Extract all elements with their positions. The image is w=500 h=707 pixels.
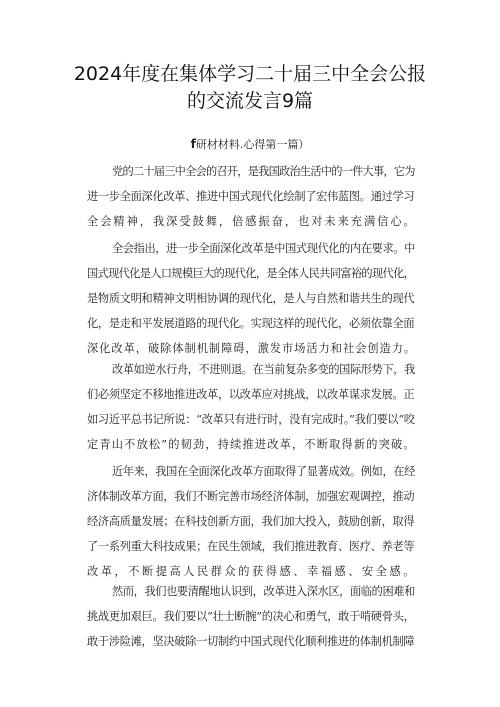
paragraph-line: 了一系列重大科技成果；在民生领域，我们推进教育、医疗、养老等 [87,540,415,553]
paragraph-line: 敢于涉险滩，坚决破除一切制约中国式现代化顺利推进的体制机制障 [87,635,415,648]
paragraph-line: 进一步全面深化改革、推进中国式现代化绘制了宏伟蓝图。通过学习 [87,190,415,203]
paragraph-line: 们必须坚定不移地推进改革，以改革应对挑战，以改革谋求发展。正 [87,388,415,401]
paragraph-line: 是物质文明和精神文明相协调的现代化，是人与自然和谐共生的现代 [87,292,415,305]
paragraph-line: 改革如逆水行舟，不进则退。在当前复杂多变的国际形势下，我 [112,363,415,376]
subtitle-mark: f [190,137,196,151]
paragraph-line: 党的二十届三中全会的召开，是我国政治生活中的一件大事，它为 [112,165,415,178]
paragraph-line: 化，是走和平发展道路的现代化。实现这样的现代化，必须依靠全面 [87,317,415,330]
document-subtitle [60,136,440,153]
paragraph-line: 全会指出，进一步全面深化改革是中国式现代化的内在要求。中 [112,242,415,255]
paragraph-line: 改革，不断提高人民群众的获得感、幸福感、安全感。 [87,565,418,578]
paragraph-line: 定青山不放松”的韧劲，持续推进改革，不断取得新的突破。 [87,438,416,451]
paragraph-line: 经济高质量发展；在科技创新方面，我们加大投入，鼓励创新，取得 [87,515,415,528]
document-title-line-2: 的交流发言9篇 [186,90,314,112]
paragraph-line: 如习近平总书记所说：“改革只有进行时，没有完成时。”我们要以“咬 [87,413,415,426]
paragraph-line: 国式现代化是人口规模巨大的现代化，是全体人民共同富裕的现代化， [87,267,415,280]
paragraph-line: 然而，我们也要清醒地认识到，改革进入深水区，面临的困难和 [112,585,415,598]
paragraph-line: 深化改革，破除体制机制障碍，激发市场活力和社会创造力。 [87,342,417,355]
paragraph-line: 挑战更加艰巨。我们要以“壮士断腕”的决心和勇气，敢于啃硬骨头， [87,610,415,623]
paragraph-line: 近年来，我国在全面深化改革方面取得了显著成效。例如，在经 [112,465,415,478]
document-title-line-1: 2024年度在集体学习二十届三中全会公报 [73,63,427,85]
paragraph-line: 全会精神，我深受鼓舞，倍感振奋，也对未来充满信心。 [87,215,417,228]
paragraph-line: 济体制改革方面，我们不断完善市场经济体制，加强宏观调控，推动 [87,490,415,503]
subtitle-text: 研材材料.心得第一篇） [195,138,310,151]
